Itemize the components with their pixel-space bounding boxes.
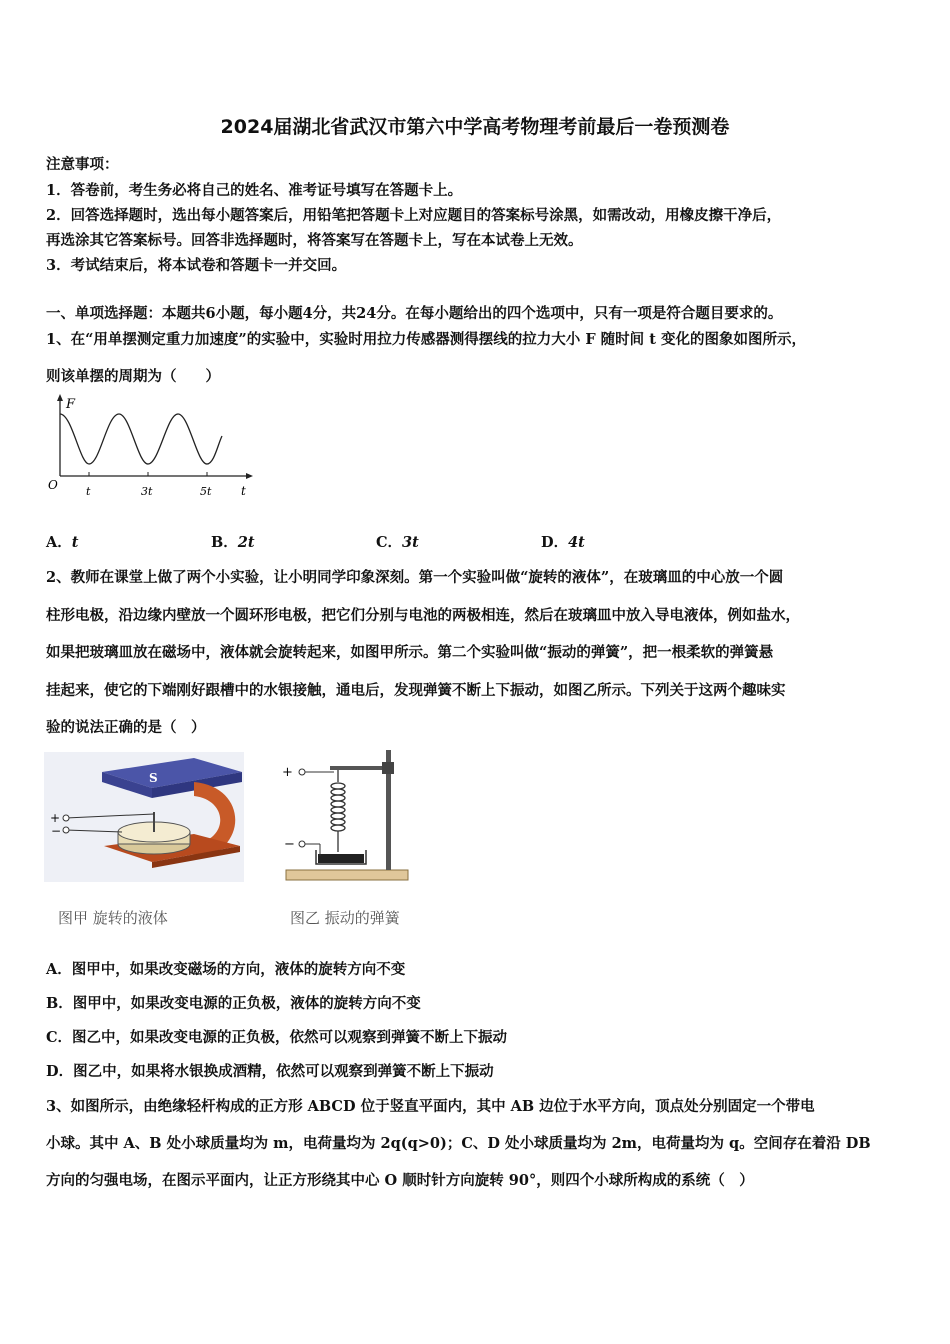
section-heading: 一、单项选择题：本题共6小题，每小题4分，共24分。在每小题给出的四个选项中，只有一项是符合题目要求的。 [46, 305, 783, 322]
q1-option-d[interactable]: D．4t [541, 534, 585, 551]
q1-stem-line-2: 则该单摆的周期为（ ） [46, 368, 220, 385]
spring [331, 770, 345, 852]
magnet-label-s: S [149, 771, 158, 785]
q2-option-b[interactable]: B．图甲中，如果改变电源的正负极，液体的旋转方向不变 [46, 995, 421, 1012]
notice-line-4: 3．考试结束后，将本试卷和答题卡一并交回。 [46, 257, 347, 274]
q2-option-a[interactable]: A．图甲中，如果改变磁场的方向，液体的旋转方向不变 [46, 961, 406, 978]
page-title: 2024届湖北省武汉市第六中学高考物理考前最后一卷预测卷 [220, 116, 730, 138]
notice-heading: 注意事项： [46, 156, 119, 173]
notice-line-1: 1．答卷前，考生务必将自己的姓名、准考证号填写在答题卡上。 [46, 182, 463, 199]
q3-stem-line-2: 小球。其中 A、B 处小球质量均为 m，电荷量均为 2q(q>0)；C、D 处小球质量均为 2m，电荷量均为 q。空间存在着沿 DB [46, 1135, 871, 1152]
terminal-minus: − [51, 824, 62, 838]
q2-figure-vibrating-spring [276, 746, 426, 886]
q2-figure-rotating-liquid [44, 752, 244, 882]
notice-line-3: 再选涂其它答案标号。回答非选择题时，将答案写在答题卡上，写在本试卷上无效。 [46, 232, 583, 249]
notice-line-2: 2．回答选择题时，选出每小题答案后，用铅笔把答题卡上对应题目的答案标号涂黑，如需改动，用橡皮擦干净后， [46, 207, 782, 224]
spring-terminal-plus: + [282, 765, 293, 780]
q2-caption-a: 图甲 旋转的液体 [58, 909, 168, 927]
q2-stem-line-2: 柱形电极，沿边缘内壁放一个圆环形电极，把它们分别与电池的两极相连，然后在玻璃皿中放入导电液体，例如盐水， [46, 607, 800, 624]
graph-tick-label-5t: 5t [200, 485, 212, 498]
q2-option-d[interactable]: D．图乙中，如果将水银换成酒精，依然可以观察到弹簧不断上下振动 [46, 1063, 494, 1080]
graph-tick-label-3t: 3t [141, 485, 153, 498]
graph-tick-label-t: t [86, 485, 91, 498]
q2-stem-line-4: 挂起来，使它的下端刚好跟槽中的水银接触，通电后，发现弹簧不断上下振动，如图乙所示。下列关于这两个趣味实 [46, 682, 786, 699]
q2-stem-line-1: 2、教师在课堂上做了两个小实验，让小明同学印象深刻。第一个实验叫做“旋转的液体”，在玻璃皿的中心放一个圆 [46, 569, 784, 586]
q2-caption-b: 图乙 振动的弹簧 [290, 909, 400, 927]
q1-option-b[interactable]: B．2t [211, 534, 255, 551]
q2-stem-line-3: 如果把玻璃皿放在磁场中，液体就会旋转起来，如图甲所示。第二个实验叫做“振动的弹簧”，把一根柔软的弹簧悬 [46, 644, 774, 661]
q2-option-c[interactable]: C．图乙中，如果改变电源的正负极，依然可以观察到弹簧不断上下振动 [46, 1029, 508, 1046]
q1-stem-line-1: 1、在“用单摆测定重力加速度”的实验中，实验时用拉力传感器测得摆线的拉力大小 F 随时间 t 变化的图象如图所示， [46, 331, 806, 348]
q3-stem-line-1: 3、如图所示，由绝缘轻杆构成的正方形 ABCD 位于竖直平面内，其中 AB 边位于水平方向，顶点处分别固定一个带电 [46, 1098, 815, 1115]
q1-force-time-graph [44, 392, 259, 504]
terminal-plus: + [50, 811, 61, 825]
graph-force-curve [60, 414, 222, 464]
q1-option-c[interactable]: C．3t [376, 534, 419, 551]
graph-y-label: F [66, 397, 76, 412]
q3-stem-line-3: 方向的匀强电场，在图示平面内，让正方形绕其中心 O 顺时针方向旋转 90°，则四个小球所构成的系统（ ） [46, 1172, 754, 1189]
graph-y-arrow [57, 394, 63, 401]
graph-origin-label: O [48, 478, 58, 492]
q1-option-a[interactable]: A．t [46, 534, 79, 551]
q2-stem-line-5: 验的说法正确的是（ ） [46, 719, 206, 736]
spring-terminal-minus: − [284, 837, 295, 852]
graph-x-arrow [246, 473, 253, 479]
graph-x-label: t [241, 484, 246, 498]
stand-base [286, 870, 408, 880]
